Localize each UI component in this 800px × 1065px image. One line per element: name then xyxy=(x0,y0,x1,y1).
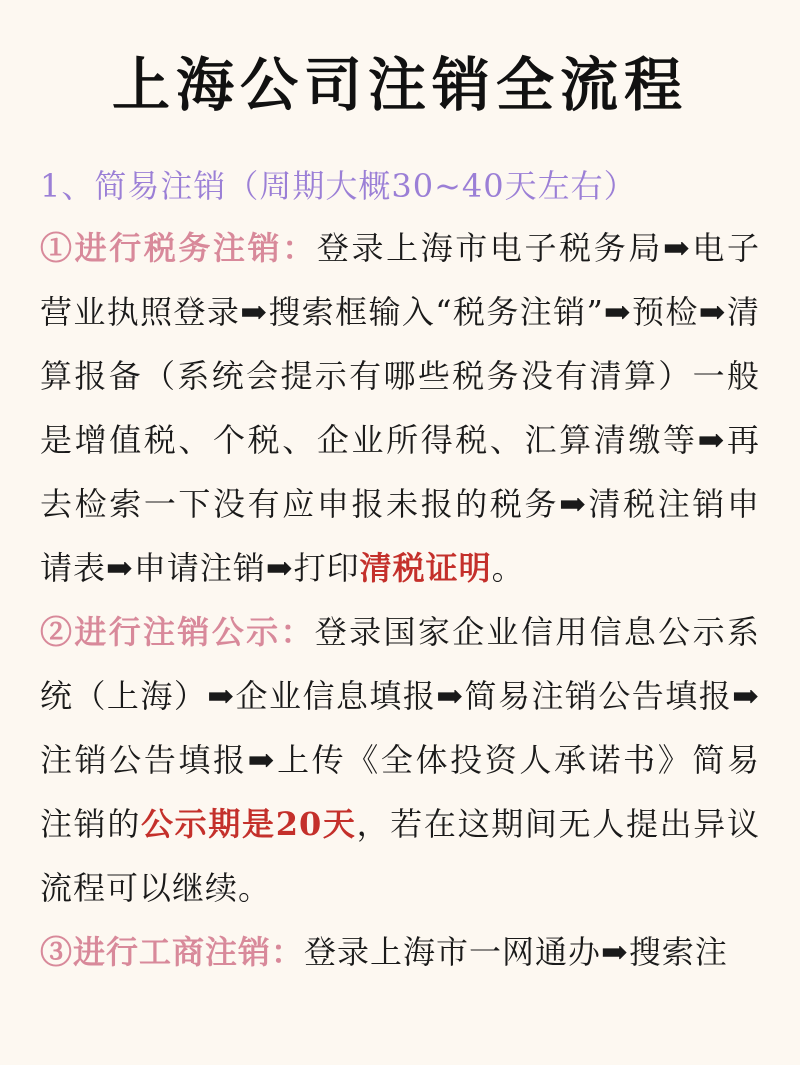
step-3-paragraph xyxy=(40,920,760,984)
step-1-label: ①进行税务注销： xyxy=(40,229,317,267)
step-2-highlight: 公示期是20天 xyxy=(141,805,357,843)
step-2-text: 登录国家企业信用信息公示系统（上海）➡企业信息填报➡简易注销公告填报➡注销公告填报➡上传《全体投资人承诺书》简易注销的 xyxy=(40,613,760,843)
step-2-text-end: ，若在这期间无人提出异议流程可以继续。 xyxy=(40,805,760,907)
step-3-label: ③进行工商注销： xyxy=(40,933,305,971)
step-1-text: 登录上海市电子税务局➡电子营业执照登录➡搜索框输入“税务注销”➡预检➡清算报备（系统会提示有哪些税务没有清算）一般是增值税、个税、企业所得税、汇算清缴等➡再去检索一下没有应申报未报的税务➡清税注销申请表➡申请注销➡打印 xyxy=(40,229,760,587)
step-1-paragraph xyxy=(40,216,760,600)
step-1-text-end: 。 xyxy=(491,549,525,587)
step-3-text: 登录上海市一网通办➡搜索注 xyxy=(304,933,728,971)
section-heading: 1、简易注销（周期大概30~40天左右） xyxy=(40,167,637,205)
step-2-label: ②进行注销公示： xyxy=(40,613,315,651)
step-2-paragraph xyxy=(40,600,760,920)
step-1-highlight: 清税证明 xyxy=(359,549,492,587)
page-title: 上海公司注销全流程 xyxy=(111,51,688,119)
